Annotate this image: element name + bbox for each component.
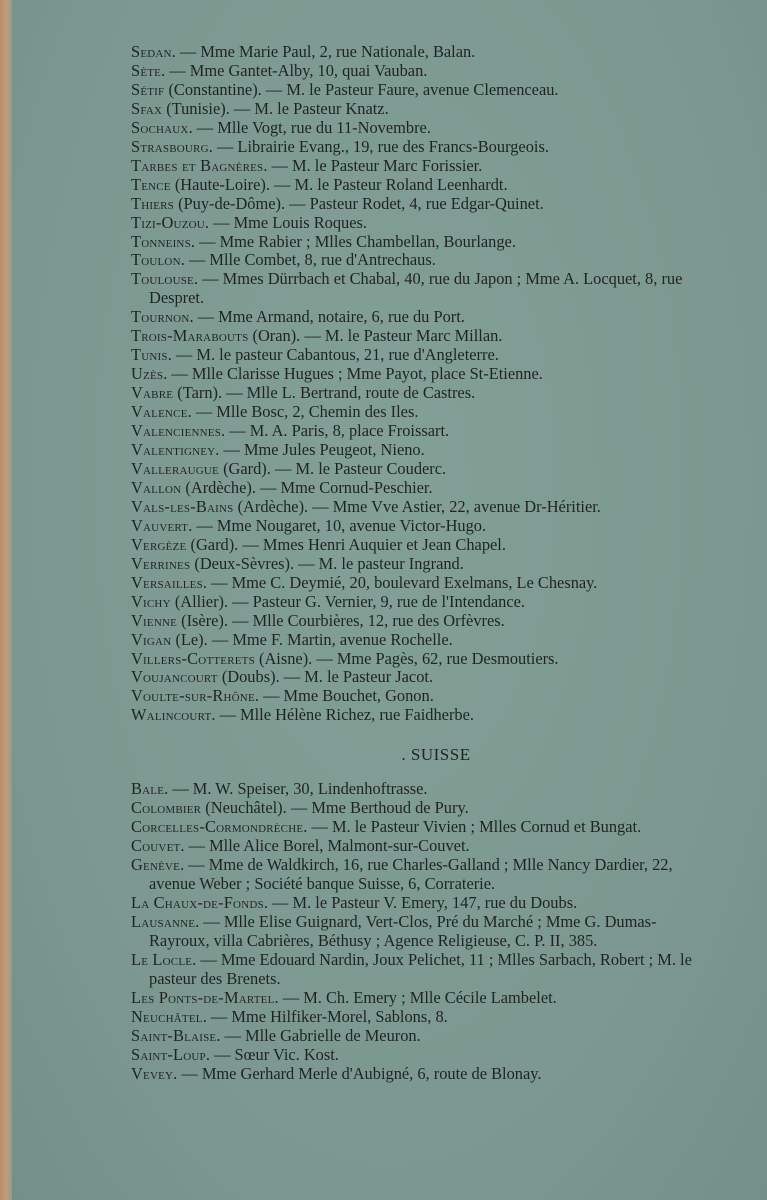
entry-details: . — Mme Marie Paul, 2, rue Nationale, Balan. xyxy=(171,42,476,61)
place-name: Sétif xyxy=(131,79,165,99)
entry-details: . — Librairie Evang., 19, rue des Francs-Bourgeois. xyxy=(208,136,549,156)
list-item xyxy=(131,62,711,81)
section-heading-suisse: . SUISSE xyxy=(401,745,471,765)
place-name: Sète xyxy=(131,60,162,80)
list-item xyxy=(131,1027,711,1046)
place-name: Verrines xyxy=(131,553,191,573)
place-name: Corcelles-Cormondrèche xyxy=(131,817,304,837)
list-item xyxy=(131,856,711,894)
entry-details: (Gard). — Mmes Henri Auquier et Jean Chapel. xyxy=(186,534,506,554)
place-name: Sfax xyxy=(131,98,163,118)
list-item xyxy=(131,837,711,856)
place-name: Vigan xyxy=(131,629,172,649)
list-item xyxy=(131,176,711,195)
list-item xyxy=(131,631,711,650)
list-item xyxy=(131,913,711,951)
place-name: Valleraugue xyxy=(131,458,219,478)
entry-details: . — M. le Pasteur Marc Forissier. xyxy=(263,155,483,175)
place-name: Vevey xyxy=(131,1063,174,1083)
place-name: Toulouse xyxy=(131,269,194,289)
list-item xyxy=(131,517,711,536)
list-item xyxy=(131,593,711,612)
place-name: Vauvert xyxy=(131,515,189,535)
entry-details: . — Mme Gerhard Merle d'Aubigné, 6, route de Blonay. xyxy=(173,1063,542,1083)
page-edge xyxy=(0,0,12,1200)
list-item xyxy=(131,346,711,365)
place-name: Colombier xyxy=(131,798,202,818)
entry-details: . — Mlle Hélène Richez, rue Faidherbe. xyxy=(211,705,474,725)
entry-details: . — M. Ch. Emery ; Mlle Cécile Lambelet. xyxy=(274,987,557,1007)
list-item xyxy=(131,668,711,687)
place-name: Valenciennes xyxy=(131,421,222,441)
list-item xyxy=(131,214,711,233)
entry-details: (Puy-de-Dôme). — Pasteur Rodet, 4, rue Edgar-Quinet. xyxy=(174,193,544,213)
entry-details: . — M. A. Paris, 8, place Froissart. xyxy=(221,421,450,441)
place-name: Neuchâtel xyxy=(131,1006,203,1026)
place-name: Toulon xyxy=(131,250,181,270)
list-item xyxy=(131,100,711,119)
address-list xyxy=(131,43,711,1084)
list-item xyxy=(131,384,711,403)
list-item xyxy=(131,536,711,555)
list-item xyxy=(131,81,711,100)
list-item xyxy=(131,327,711,346)
list-item xyxy=(131,1046,711,1065)
list-item xyxy=(131,951,711,989)
list-item xyxy=(131,780,711,799)
entry-details: . — Mme Nougaret, 10, avenue Victor-Hugo. xyxy=(188,515,487,535)
place-name: Villers-Cotterets xyxy=(131,648,255,668)
list-item xyxy=(131,460,711,479)
entry-details: . — M. le Pasteur Vivien ; Mlles Cornud et Bungat. xyxy=(303,817,642,837)
place-name: Sedan xyxy=(131,42,172,61)
entry-details: (Le). — Mme F. Martin, avenue Rochelle. xyxy=(171,629,453,649)
list-item xyxy=(131,799,711,818)
place-name: Valence xyxy=(131,402,188,422)
entry-details: . — Mlle Elise Guignard, Vert-Clos, Pré du Marché ; Mme G. Dumas-Rayroux, villa Cabrières, Béthusy ; Agence Religieuse, C. P. II, 385. xyxy=(149,911,657,950)
place-name: Vals-les-Bains xyxy=(131,496,234,516)
suisse-section xyxy=(131,780,711,1083)
list-item xyxy=(131,706,711,725)
entry-details: . — Mme Louis Roques. xyxy=(204,212,367,232)
entry-details: . — M. W. Speiser, 30, Lindenhoftrasse. xyxy=(164,779,428,799)
place-name: La Chaux-de-Fonds xyxy=(131,893,264,913)
list-item xyxy=(131,138,711,157)
list-item xyxy=(131,989,711,1008)
entry-details: (Gard). — M. le Pasteur Couderc. xyxy=(218,458,447,478)
entry-details: (Aisne). — Mme Pagès, 62, rue Desmoutiers. xyxy=(254,648,559,668)
list-item xyxy=(131,555,711,574)
place-name: Vabre xyxy=(131,383,174,403)
list-item xyxy=(131,195,711,214)
entry-details: . — Mme Edouard Nardin, Joux Pelichet, 11 ; Mlles Sarbach, Robert ; M. le pasteur des Brenets. xyxy=(149,949,692,988)
place-name: Les Ponts-de-Martel xyxy=(131,987,275,1007)
entry-details: . — Mme C. Deymié, 20, boulevard Exelmans, Le Chesnay. xyxy=(202,572,598,592)
place-name: Thiers xyxy=(131,193,174,213)
entry-details: . — Mme Gantet-Alby, 10, quai Vauban. xyxy=(161,60,428,80)
entry-details: . — Mme de Waldkirch, 16, rue Charles-Galland ; Mlle Nancy Dardier, 22, avenue Weber ; Société banque Suisse, 6, Corraterie. xyxy=(149,855,673,894)
list-item xyxy=(131,251,711,270)
list-item xyxy=(131,403,711,422)
entry-details: . — Mlle Combet, 8, rue d'Antrechaus. xyxy=(180,250,436,270)
place-name: Couvet xyxy=(131,836,181,856)
list-item xyxy=(131,43,711,62)
entry-details: . — Mme Hilfiker-Morel, Sablons, 8. xyxy=(202,1006,448,1026)
place-name: Voulte-sur-Rhône xyxy=(131,686,255,706)
list-item xyxy=(131,650,711,669)
list-item xyxy=(131,818,711,837)
place-name: Tizi-Ouzou xyxy=(131,212,205,232)
list-item xyxy=(131,479,711,498)
entry-details: (Neuchâtel). — Mme Berthoud de Pury. xyxy=(201,798,469,818)
place-name: Tunis xyxy=(131,345,168,365)
list-item xyxy=(131,270,711,308)
place-name: Vienne xyxy=(131,610,178,630)
entry-details: . — Mme Bouchet, Gonon. xyxy=(254,686,434,706)
list-item xyxy=(131,612,711,631)
entry-details: . — Mme Jules Peugeot, Nieno. xyxy=(215,440,425,460)
place-name: Genève xyxy=(131,855,181,875)
entry-details: . — Mme Armand, notaire, 6, rue du Port. xyxy=(189,307,465,327)
entry-details: (Allier). — Pasteur G. Vernier, 9, rue de l'Intendance. xyxy=(170,591,526,611)
place-name: Vallon xyxy=(131,477,182,497)
entry-details: . — M. le Pasteur V. Emery, 147, rue du Doubs. xyxy=(263,893,578,913)
place-name: Tarbes et Bagnères xyxy=(131,155,264,175)
entry-details: . — M. le pasteur Cabantous, 21, rue d'Angleterre. xyxy=(167,345,499,365)
place-name: Vichy xyxy=(131,591,171,611)
entry-details: . — Mlle Gabrielle de Meuron. xyxy=(216,1025,421,1045)
list-item xyxy=(131,574,711,593)
entry-details: (Deux-Sèvres). — M. le pasteur Ingrand. xyxy=(190,553,464,573)
place-name: Tournon xyxy=(131,307,190,327)
place-name: Walincourt xyxy=(131,705,212,725)
entry-details: (Isère). — Mlle Courbières, 12, rue des Orfèvres. xyxy=(177,610,505,630)
entry-details: . — Mlle Bosc, 2, Chemin des Iles. xyxy=(187,402,419,422)
entry-details: (Ardèche). — Mme Cornud-Peschier. xyxy=(181,477,433,497)
list-item xyxy=(131,233,711,252)
place-name: Saint-Loup xyxy=(131,1044,206,1064)
entry-details: (Tarn). — Mlle L. Bertrand, route de Castres. xyxy=(173,383,476,403)
place-name: Valentigney xyxy=(131,440,216,460)
place-name: Tonneins xyxy=(131,231,191,251)
entry-details: (Doubs). — M. le Pasteur Jacot. xyxy=(217,667,434,687)
list-item xyxy=(131,1065,711,1084)
place-name: Bale xyxy=(131,779,165,799)
entry-details: . — Mlle Alice Borel, Malmont-sur-Couvet. xyxy=(180,836,470,856)
entry-details: (Constantine). — M. le Pasteur Faure, avenue Clemenceau. xyxy=(164,79,559,99)
entry-details: . — Mmes Dürrbach et Chabal, 40, rue du Japon ; Mme A. Locquet, 8, rue Despret. xyxy=(149,269,683,308)
list-item xyxy=(131,422,711,441)
place-name: Versailles xyxy=(131,572,203,592)
entry-details: . — Mlle Clarisse Hugues ; Mme Payot, place St-Etienne. xyxy=(163,364,543,384)
list-item xyxy=(131,498,711,517)
list-item xyxy=(131,119,711,138)
place-name: Sochaux xyxy=(131,117,189,137)
entry-details: . — Mme Rabier ; Mlles Chambellan, Bourlange. xyxy=(190,231,516,251)
list-item xyxy=(131,687,711,706)
list-item xyxy=(131,157,711,176)
place-name: Tence xyxy=(131,174,171,194)
entry-details: (Tunisie). — M. le Pasteur Knatz. xyxy=(162,98,389,118)
list-item xyxy=(131,894,711,913)
entry-details: (Oran). — M. le Pasteur Marc Millan. xyxy=(248,326,503,346)
place-name: Strasbourg xyxy=(131,136,209,156)
place-name: Voujancourt xyxy=(131,667,218,687)
place-name: Uzès xyxy=(131,364,164,384)
place-name: Trois-Marabouts xyxy=(131,326,249,346)
place-name: Saint-Blaise xyxy=(131,1025,217,1045)
entry-details: (Ardèche). — Mme Vve Astier, 22, avenue Dr-Héritier. xyxy=(233,496,601,516)
entry-details: (Haute-Loire). — M. le Pasteur Roland Leenhardt. xyxy=(170,174,508,194)
entry-details: . — Mlle Vogt, rue du 11-Novembre. xyxy=(188,117,431,137)
list-item xyxy=(131,1008,711,1027)
place-name: Vergèze xyxy=(131,534,187,554)
list-item xyxy=(131,308,711,327)
entry-details: . — Sœur Vic. Kost. xyxy=(205,1044,339,1064)
place-name: Le Locle xyxy=(131,949,193,969)
place-name: Lausanne xyxy=(131,911,196,931)
list-item xyxy=(131,441,711,460)
list-item xyxy=(131,365,711,384)
france-section xyxy=(131,43,711,725)
